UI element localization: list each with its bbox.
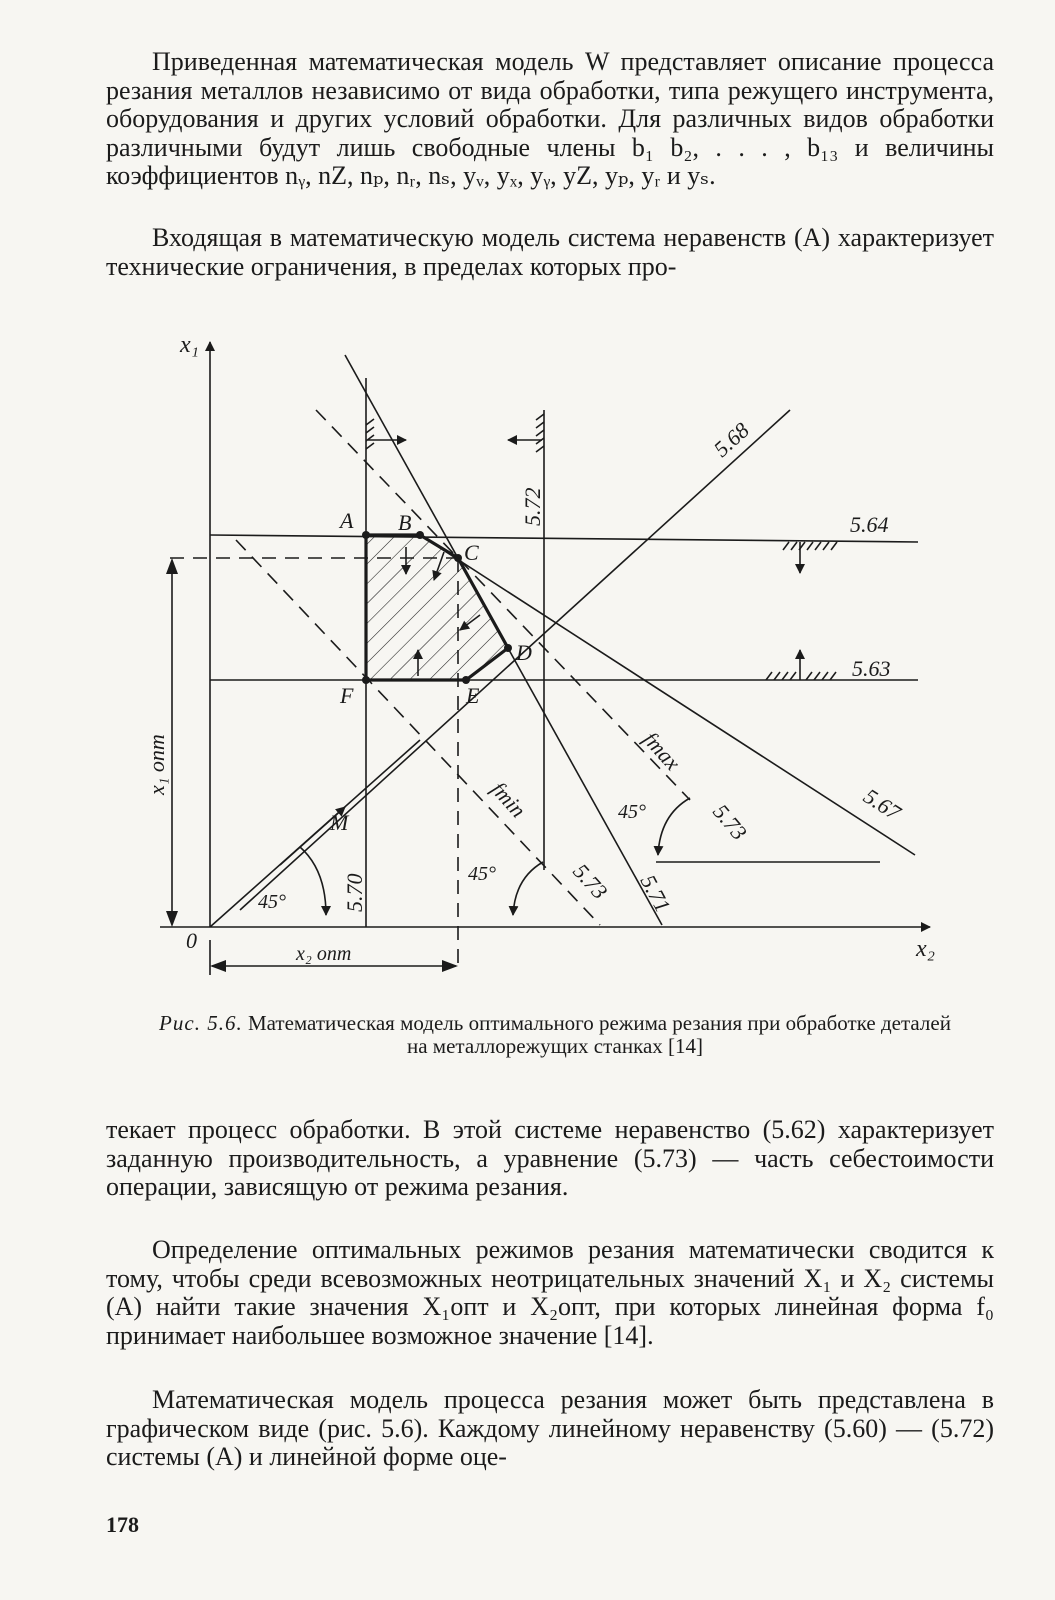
figure-caption: [150, 1012, 960, 1058]
line-5-64: [210, 535, 918, 542]
figure-caption-label: Рис. 5.6.: [159, 1011, 243, 1035]
hatch-5-64: [783, 542, 837, 573]
hatch-5-63: [766, 650, 836, 680]
label-5-73-lower: 5.73: [568, 858, 613, 904]
angle-label-fmin: 45°: [468, 863, 496, 885]
paragraph-optimal-modes: Определение оптимальных режимов резания математически сводится к тому, чтобы среди всевозможных неотрицательных значений X₁ и X₂ системы (A) найти такие значения X₁опт и X₂опт, при которых линейная форма f₀ принимает наибольшее возможное значение [14].: [106, 1235, 994, 1350]
angle-label-m: 45°: [258, 891, 286, 913]
label-f-min: fmin: [486, 776, 532, 823]
point-a-label: A: [340, 508, 354, 533]
point-e-label: E: [466, 683, 480, 708]
paragraph-model-description: Приведенная математическая модель W представляет описание процесса резания металлов независимо от вида обработки, типа режущего инструмента, оборудования и других условий обработки. Для различных видов обработки различными будут лишь свободные члены b₁ b₂, . . . , b₁₃ и величины коэффициентов nᵧ, nZ, nₚ, nᵣ, nₛ, yᵥ, yₓ, yᵧ, yZ, yₚ, yᵣ и yₛ.: [106, 47, 994, 190]
dim-x1-opt-label: x₁ опт: [144, 734, 169, 795]
angle-arc-m: [300, 847, 326, 915]
label-5-71: 5.71: [635, 870, 676, 917]
angle-label-fmax: 45°: [618, 801, 646, 823]
hatch-5-70: [366, 419, 406, 449]
point-c-label: C: [464, 540, 479, 565]
paragraph-graphical-view: Математическая модель процесса резания может быть представлена в графическом виде (рис. 5.6). Каждому линейному неравенству (5.60) — (5.72) системы (A) и линейной форме оце-: [106, 1385, 994, 1471]
origin-label: 0: [186, 928, 197, 953]
ray-m-label: M: [330, 810, 349, 835]
label-5-63: 5.63: [852, 656, 891, 681]
label-5-70: 5.70: [342, 873, 367, 912]
label-f-max: fmax: [638, 726, 686, 776]
line-5-67: [420, 535, 915, 855]
axis-x1-label: x₁: [180, 332, 199, 358]
angle-arc-fmin: [513, 862, 543, 915]
label-5-73-upper: 5.73: [708, 799, 753, 845]
label-5-67: 5.67: [859, 783, 906, 826]
paragraph-constraints: Входящая в математическую модель система неравенств (A) характеризует технические ограничения, в пределах которых про-: [106, 223, 994, 281]
point-f-label: F: [340, 683, 354, 708]
dim-x2-opt-label: x₂ опт: [296, 943, 352, 965]
hatch-5-72: [508, 414, 544, 452]
page-number: 178: [106, 1512, 139, 1537]
point-b-label: B: [398, 510, 412, 535]
paragraph-process-continuation: текает процесс обработки. В этой системе неравенство (5.62) характеризует заданную производительность, а уравнение (5.73) — часть себестоимости операции, зависящую от режима резания.: [106, 1115, 994, 1201]
point-d-label: D: [516, 640, 532, 665]
label-5-64: 5.64: [850, 512, 889, 537]
figure-cutting-mode-model: [144, 320, 940, 990]
label-5-72: 5.72: [520, 487, 545, 526]
angle-arc-fmax: [658, 798, 690, 855]
axis-x2-label: x₂: [916, 936, 935, 962]
label-5-68: 5.68: [708, 417, 754, 462]
figure-caption-text: Математическая модель оптимального режима резания при обработке деталей на металлорежущих станках [14]: [247, 1011, 951, 1058]
